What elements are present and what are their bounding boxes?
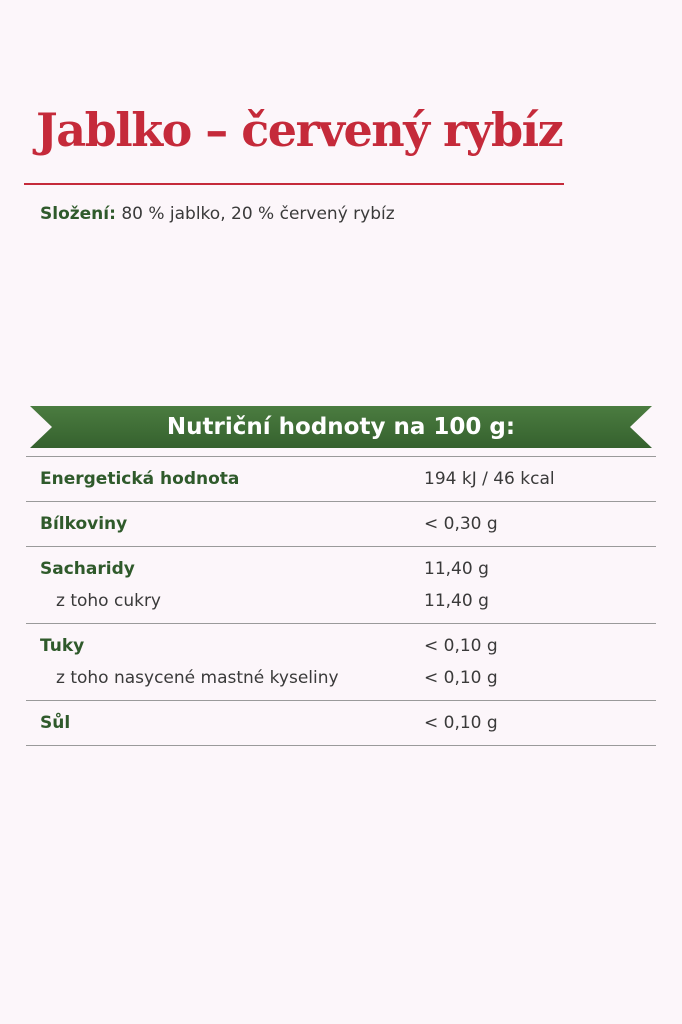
table-row <box>26 630 656 662</box>
table-row <box>26 553 656 585</box>
row-name: z toho cukry <box>56 591 161 611</box>
row-value: 11,40 g <box>424 559 489 579</box>
composition-label: Složení: <box>40 204 116 224</box>
row-value: < 0,10 g <box>424 668 498 688</box>
row-name: Energetická hodnota <box>40 469 240 489</box>
row-value: < 0,10 g <box>424 713 498 733</box>
table-row <box>26 585 656 617</box>
page-title: Jablko – červený rybíz <box>36 103 563 157</box>
row-value: 194 kJ / 46 kcal <box>424 469 555 489</box>
nutrition-table <box>26 456 656 746</box>
row-name: Bílkoviny <box>40 514 128 534</box>
title-divider <box>24 183 564 185</box>
table-row <box>26 463 656 495</box>
nutrition-group-protein <box>26 502 656 547</box>
nutrition-group-salt <box>26 701 656 746</box>
row-name: Tuky <box>40 636 85 656</box>
composition-line <box>40 202 395 226</box>
row-name: Sůl <box>40 713 71 733</box>
nutrition-banner <box>30 406 652 448</box>
nutrition-group-fat <box>26 624 656 701</box>
row-value: < 0,30 g <box>424 514 498 534</box>
row-value: 11,40 g <box>424 591 489 611</box>
row-name: Sacharidy <box>40 559 135 579</box>
composition-text: 80 % jablko, 20 % červený rybíz <box>121 204 395 224</box>
row-value: < 0,10 g <box>424 636 498 656</box>
nutrition-group-energy <box>26 457 656 502</box>
row-name: z toho nasycené mastné kyseliny <box>56 668 339 688</box>
nutrition-heading: Nutriční hodnoty na 100 g: <box>166 414 516 440</box>
table-row <box>26 707 656 739</box>
table-row <box>26 508 656 540</box>
nutrition-group-carbs <box>26 547 656 624</box>
table-row <box>26 662 656 694</box>
